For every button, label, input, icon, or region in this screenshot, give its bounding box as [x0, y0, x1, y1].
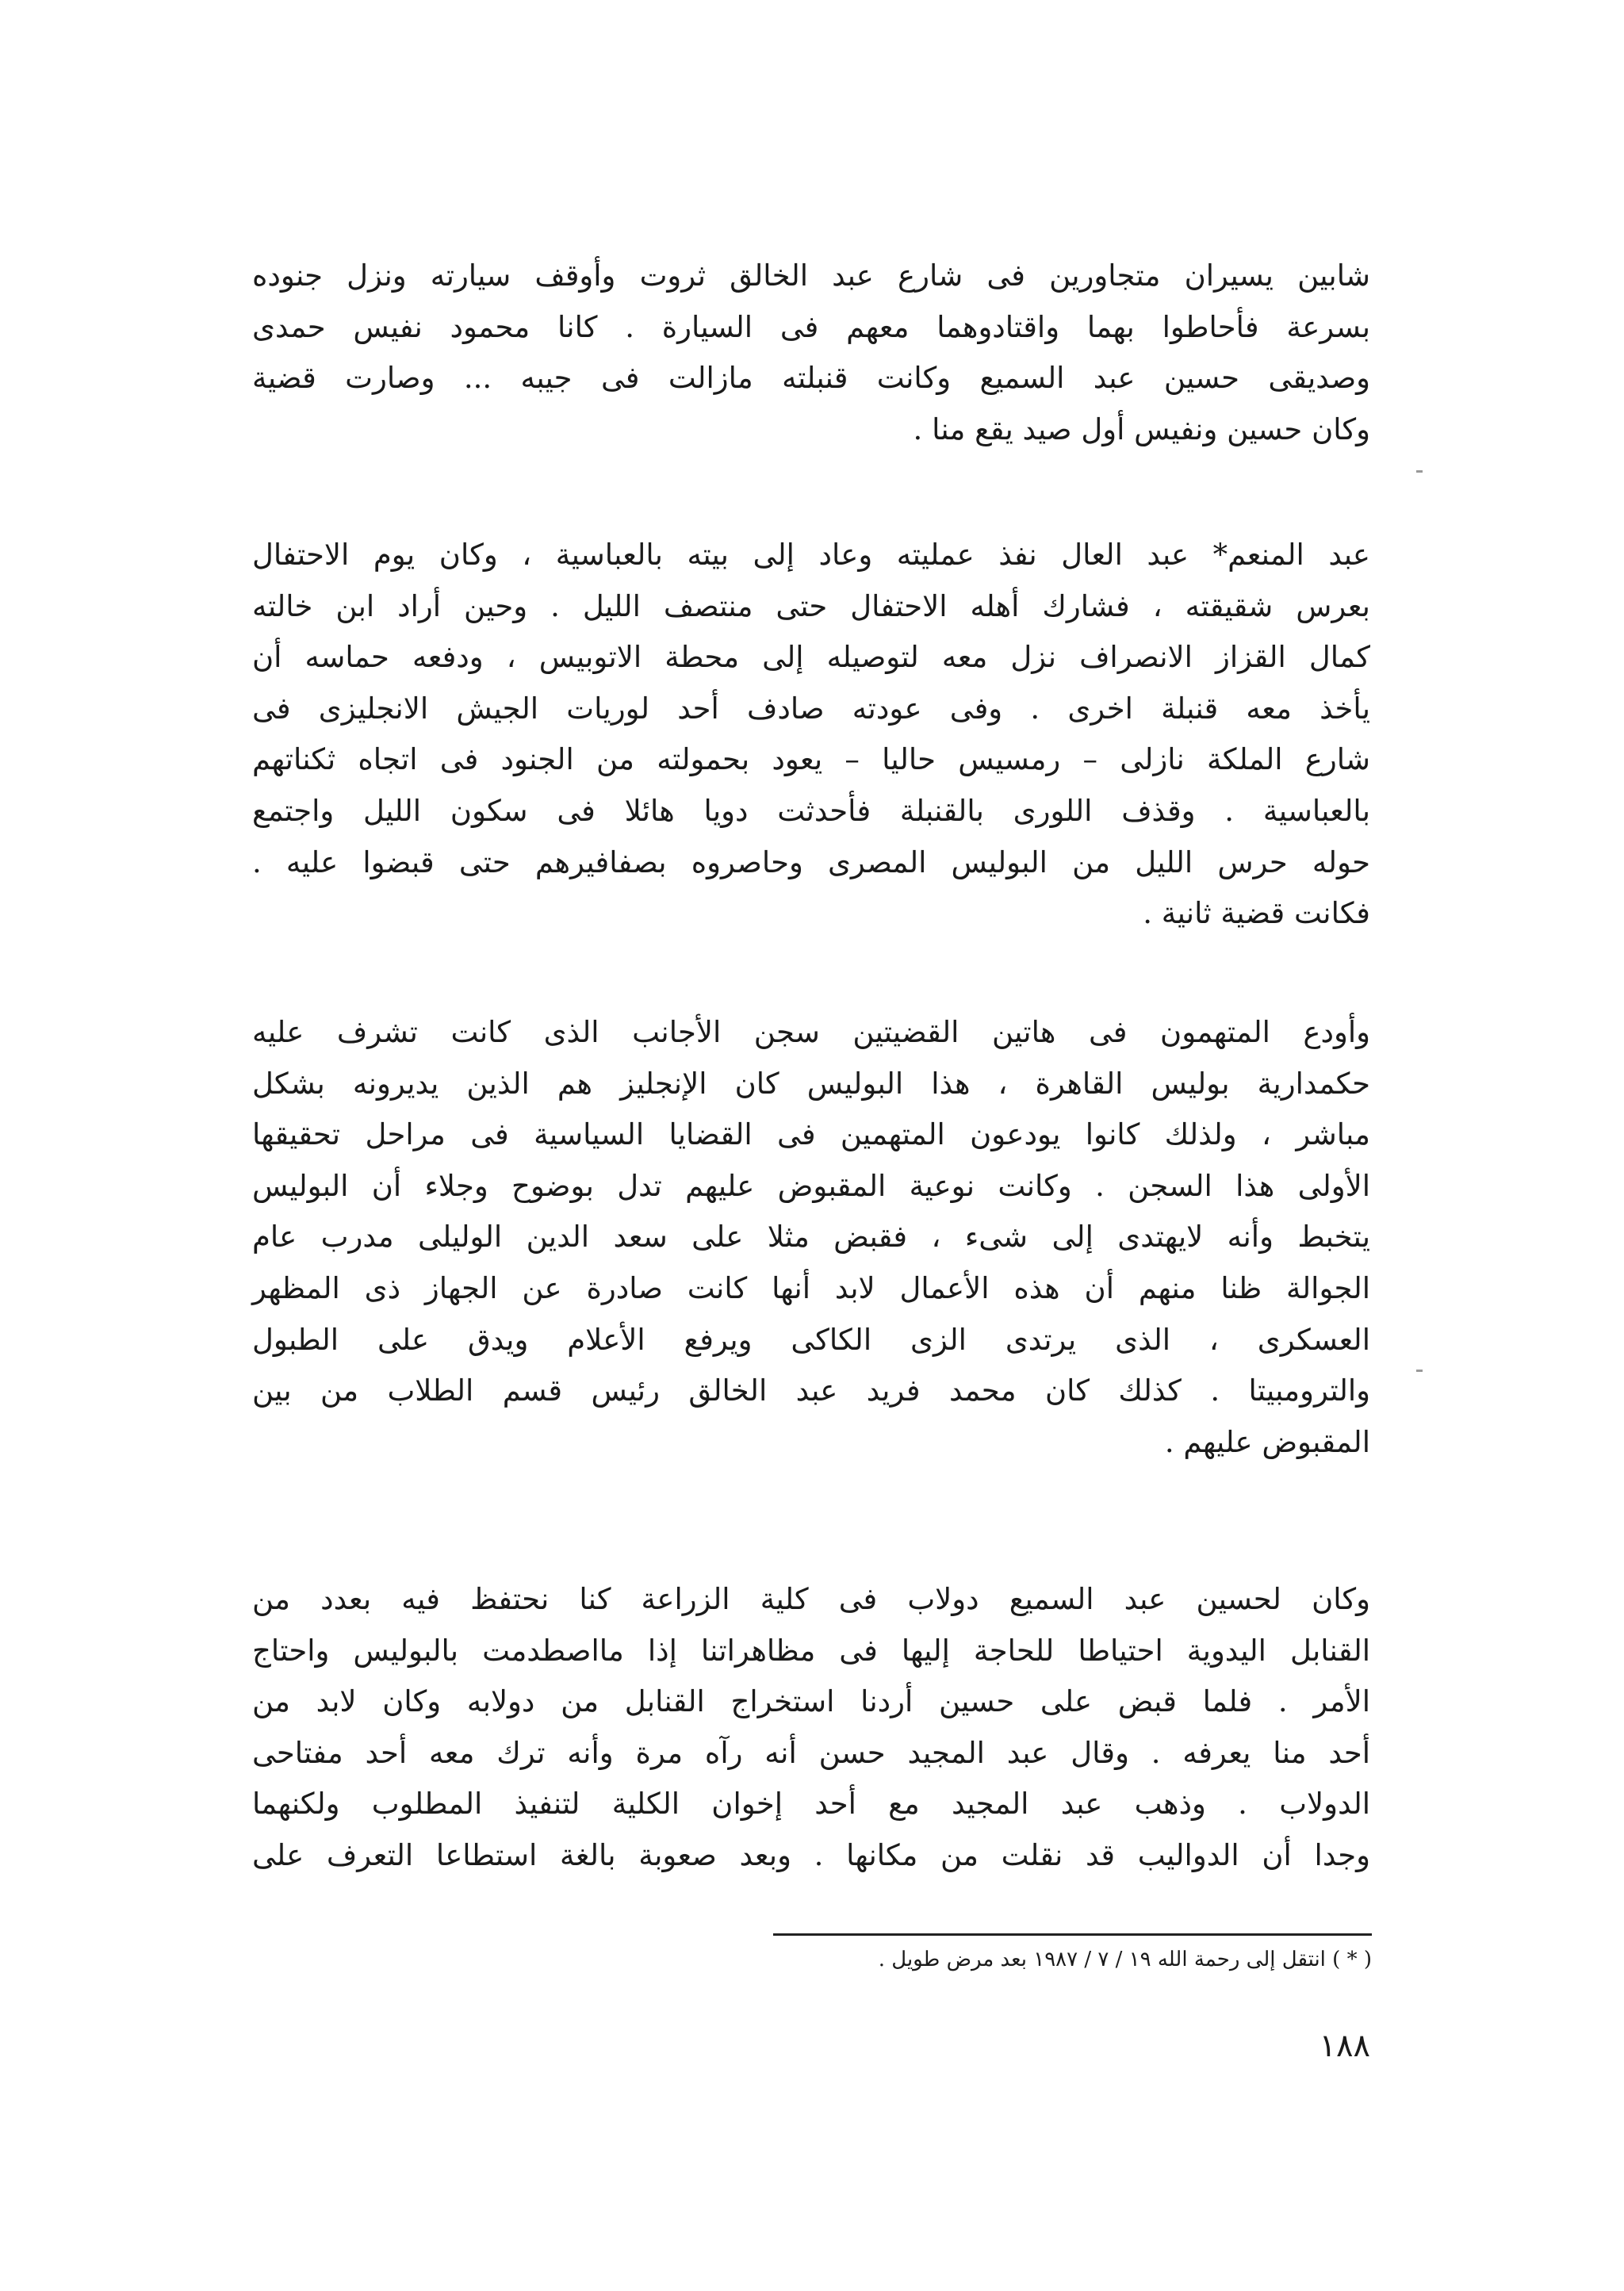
margin-speck	[1416, 1370, 1423, 1372]
footnote: ( * ) انتقل إلى رحمة الله ١٩ / ٧ / ١٩٨٧ بعد مرض طويل .	[878, 1948, 1372, 1971]
text-line: وصديقى حسين عبد السميع وكانت قنبلته مازالت فى جيبه ... وصارت قضية	[252, 361, 1370, 396]
text-line: أحد منا يعرفه . وقال عبد المجيد حسن أنه رآه مرة وأنه ترك معه أحد مفتاحى	[252, 1735, 1370, 1770]
text-line: المقبوض عليهم .	[1164, 1424, 1370, 1459]
text-line: والترومبيتا . كذلك كان محمد فريد عبد الخالق رئيس قسم الطلاب من بين	[252, 1373, 1370, 1408]
text-line: العسكرى ، الذى يرتدى الزى الكاكى ويرفع الأعلام ويدق على الطبول	[252, 1322, 1370, 1357]
margin-speck	[1416, 470, 1423, 473]
text-line: الأمر . فلما قبض على حسين أردنا استخراج القنابل من دولابه وكان لابد من	[252, 1684, 1370, 1719]
text-line: شابين يسيران متجاورين فى شارع عبد الخالق ثروت وأوقف سيارته ونزل جنوده	[252, 259, 1370, 293]
text-line: الدولاب . وذهب عبد المجيد مع أحد إخوان الكلية لتنفيذ المطلوب ولكنهما	[252, 1787, 1370, 1822]
text-line: حكمدارية بوليس القاهرة ، هذا البوليس كان الإنجليز هم الذين يديرونه بشكل	[252, 1066, 1370, 1101]
text-line: يأخذ معه قنبلة اخرى . وفى عودته صادف أحد لوريات الجيش الانجليزى فى	[252, 691, 1370, 726]
text-line: حوله حرس الليل من البوليس المصرى وحاصروه بصفافيرهم حتى قبضوا عليه .	[252, 845, 1370, 879]
text-line: وجدا أن الدواليب قد نقلت من مكانها . وبعد صعوبة بالغة استطاعا التعرف على	[252, 1837, 1370, 1872]
text-line: شارع الملكة نازلى – رمسيس حاليا – يعود بحمولته من الجنود فى اتجاه ثكناتهم	[252, 742, 1370, 777]
text-line: وكان لحسين عبد السميع دولاب فى كلية الزراعة كنا نحتفظ فيه بعدد من	[252, 1582, 1370, 1616]
text-line: الجوالة ظنا منهم أن هذه الأعمال لابد أنها كانت صادرة عن الجهاز ذى المظهر	[252, 1270, 1370, 1305]
paragraph-3	[252, 1007, 1370, 1468]
footnote-divider	[773, 1933, 1372, 1936]
paragraph-4	[252, 1574, 1370, 1882]
text-line: يتخبط وأنه لايهتدى إلى شىء ، فقبض مثلا على سعد الدين الوليلى مدرب عام	[252, 1220, 1370, 1255]
text-line: بالعباسية . وقذف اللورى بالقنبلة فأحدثت دويا هائلا فى سكون الليل واجتمع	[252, 793, 1370, 828]
text-line: الأولى هذا السجن . وكانت نوعية المقبوض عليهم تدل بوضوح وجلاء أن البوليس	[252, 1168, 1370, 1203]
text-line: القنابل اليدوية احتياطا للحاجة إليها فى مظاهراتنا إذا مااصطدمت بالبوليس واحتاج	[252, 1633, 1370, 1668]
paragraph-2	[252, 530, 1370, 940]
paragraph-1	[252, 251, 1370, 455]
text-line: مباشر ، ولذلك كانوا يودعون المتهمين فى القضايا السياسية فى مراحل تحقيقها	[252, 1117, 1370, 1152]
text-line: عبد المنعم* عبد العال نفذ عمليته وعاد إلى بيته بالعباسية ، وكان يوم الاحتفال	[252, 538, 1370, 572]
text-line: كمال القزاز الانصراف نزل معه لتوصيله إلى محطة الاتوبيس ، ودفعه حماسه أن	[252, 640, 1370, 675]
text-line: وكان حسين ونفيس أول صيد يقع منا .	[913, 412, 1370, 446]
text-line: وأودع المتهمون فى هاتين القضيتين سجن الأجانب الذى كانت تشرف عليه	[252, 1015, 1370, 1049]
page-number: ١٨٨	[1319, 2028, 1370, 2064]
text-line: فكانت قضية ثانية .	[1143, 896, 1370, 931]
text-line: بسرعة فأحاطوا بهما واقتادوهما معهم فى السيارة . كانا محمود نفيس حمدى	[252, 309, 1370, 344]
text-line: بعرس شقيقته ، فشارك أهله الاحتفال حتى منتصف الليل . وحين أراد ابن خالته	[252, 588, 1370, 623]
